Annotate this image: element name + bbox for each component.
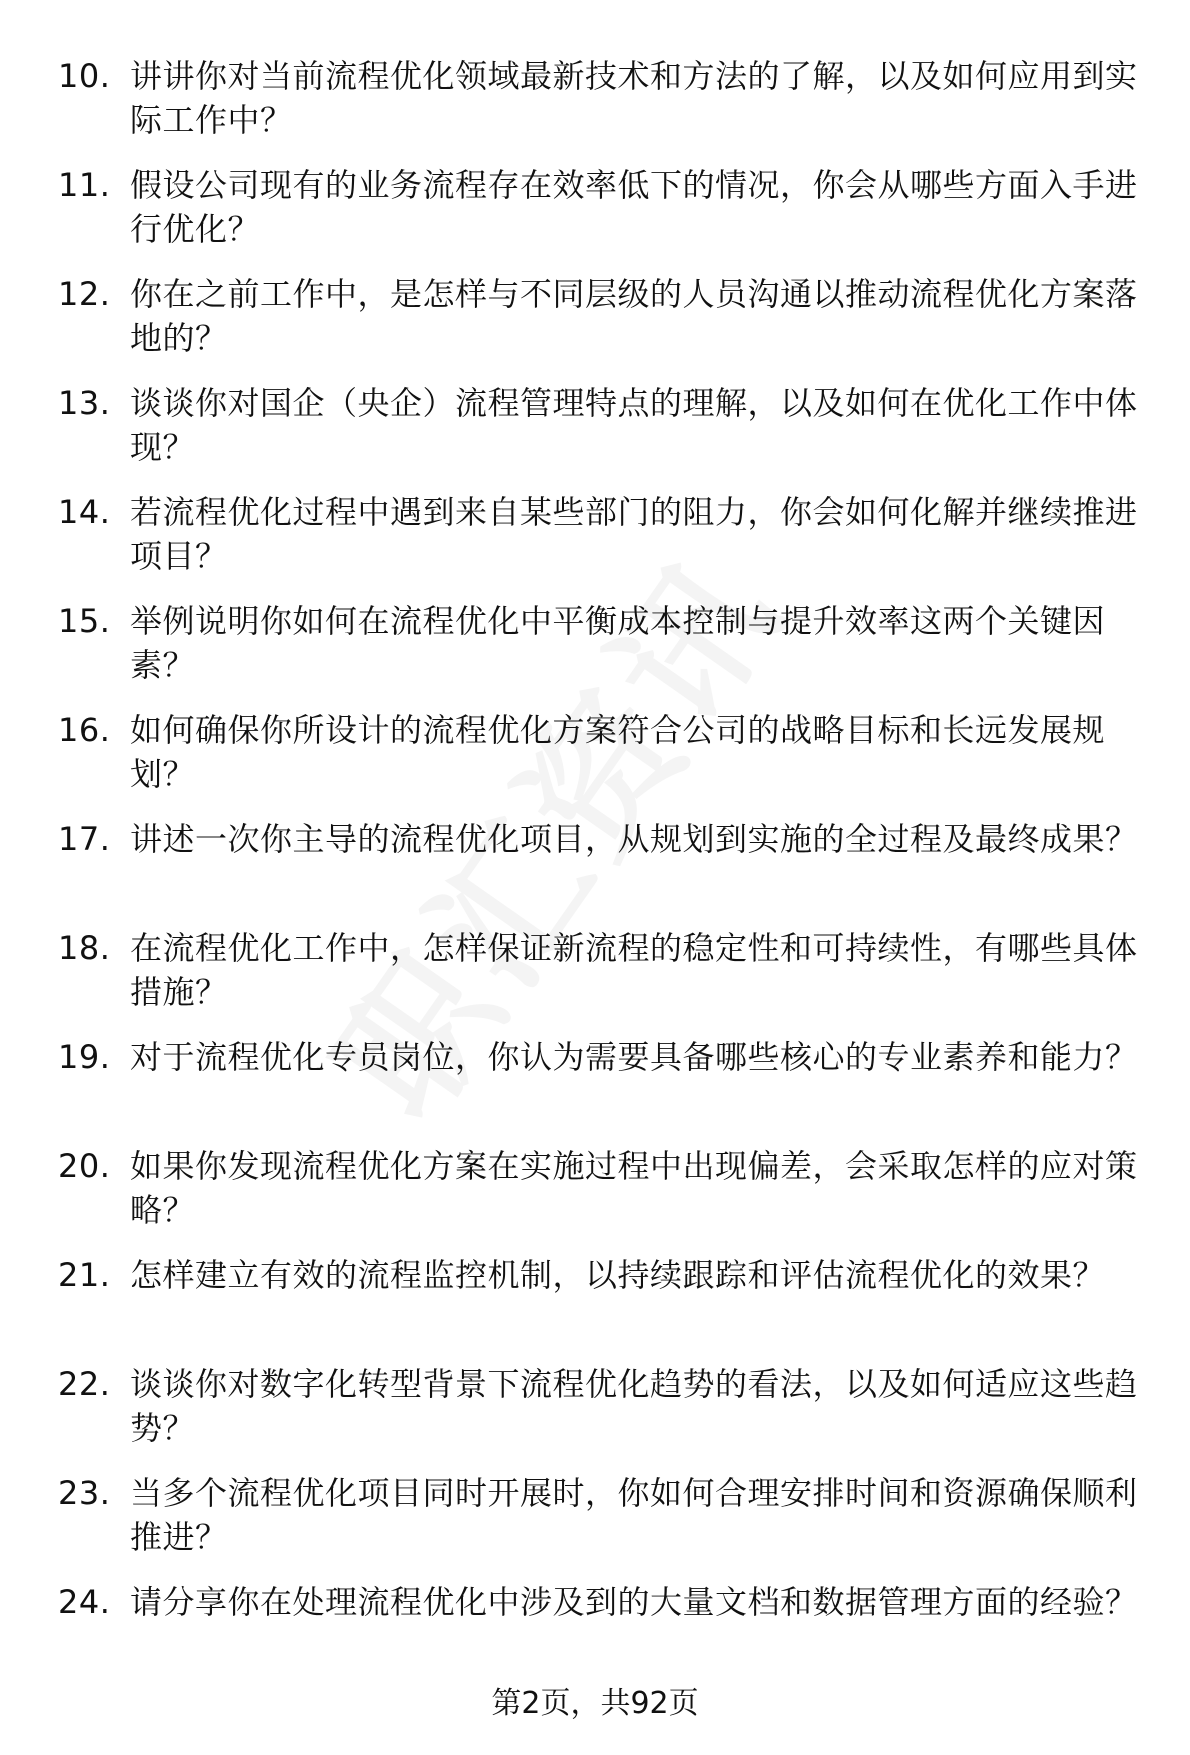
question-text: 如何确保你所设计的流程优化方案符合公司的战略目标和长远发展规划？	[130, 711, 1106, 793]
question-number: 12.	[58, 275, 111, 313]
list-item	[58, 163, 1148, 251]
page-footer: 第2页，共92页	[491, 1686, 699, 1721]
question-text: 讲述一次你主导的流程优化项目，从规划到实施的全过程及最终成果？	[130, 820, 1138, 858]
question-text: 你在之前工作中，是怎样与不同层级的人员沟通以推动流程优化方案落地的？	[130, 275, 1138, 357]
question-number: 11.	[58, 166, 111, 204]
list-item	[58, 54, 1148, 142]
list-item	[58, 490, 1148, 578]
question-number: 10.	[58, 57, 111, 95]
question-text: 如果你发现流程优化方案在实施过程中出现偏差，会采取怎样的应对策略？	[130, 1147, 1138, 1229]
question-number: 23.	[58, 1474, 111, 1512]
list-item	[58, 599, 1148, 687]
list-item	[58, 817, 1148, 905]
list-item	[58, 1035, 1148, 1123]
question-number: 21.	[58, 1256, 111, 1294]
question-text: 对于流程优化专员岗位，你认为需要具备哪些核心的专业素养和能力？	[130, 1038, 1138, 1076]
question-number: 15.	[58, 602, 111, 640]
question-number: 19.	[58, 1038, 111, 1076]
list-item	[58, 708, 1148, 796]
list-item	[58, 1471, 1148, 1559]
question-text: 谈谈你对国企（央企）流程管理特点的理解，以及如何在优化工作中体现？	[130, 384, 1138, 466]
question-text: 举例说明你如何在流程优化中平衡成本控制与提升效率这两个关键因素？	[130, 602, 1106, 684]
question-number: 14.	[58, 493, 111, 531]
list-item	[58, 1362, 1148, 1450]
question-number: 13.	[58, 384, 111, 422]
question-number: 20.	[58, 1147, 111, 1185]
question-number: 22.	[58, 1365, 111, 1403]
question-text: 假设公司现有的业务流程存在效率低下的情况，你会从哪些方面入手进行优化？	[130, 166, 1138, 248]
question-number: 24.	[58, 1583, 111, 1621]
question-text: 谈谈你对数字化转型背景下流程优化趋势的看法，以及如何适应这些趋势？	[130, 1365, 1138, 1447]
question-text: 请分享你在处理流程优化中涉及到的大量文档和数据管理方面的经验？	[130, 1583, 1138, 1621]
question-text: 在流程优化工作中，怎样保证新流程的稳定性和可持续性，有哪些具体措施？	[130, 929, 1138, 1011]
question-text: 讲讲你对当前流程优化领域最新技术和方法的了解，以及如何应用到实际工作中？	[130, 57, 1138, 139]
question-number: 18.	[58, 929, 111, 967]
list-item	[58, 1253, 1148, 1341]
question-text: 怎样建立有效的流程监控机制，以持续跟踪和评估流程优化的效果？	[130, 1256, 1106, 1294]
list-item	[58, 1144, 1148, 1232]
list-item	[58, 272, 1148, 360]
question-text: 当多个流程优化项目同时开展时，你如何合理安排时间和资源确保顺利推进？	[130, 1474, 1138, 1556]
question-list	[58, 54, 1148, 1689]
question-number: 16.	[58, 711, 111, 749]
question-number: 17.	[58, 820, 111, 858]
question-text: 若流程优化过程中遇到来自某些部门的阻力，你会如何化解并继续推进项目？	[130, 493, 1138, 575]
list-item	[58, 1580, 1148, 1668]
list-item	[58, 926, 1148, 1014]
list-item	[58, 381, 1148, 469]
